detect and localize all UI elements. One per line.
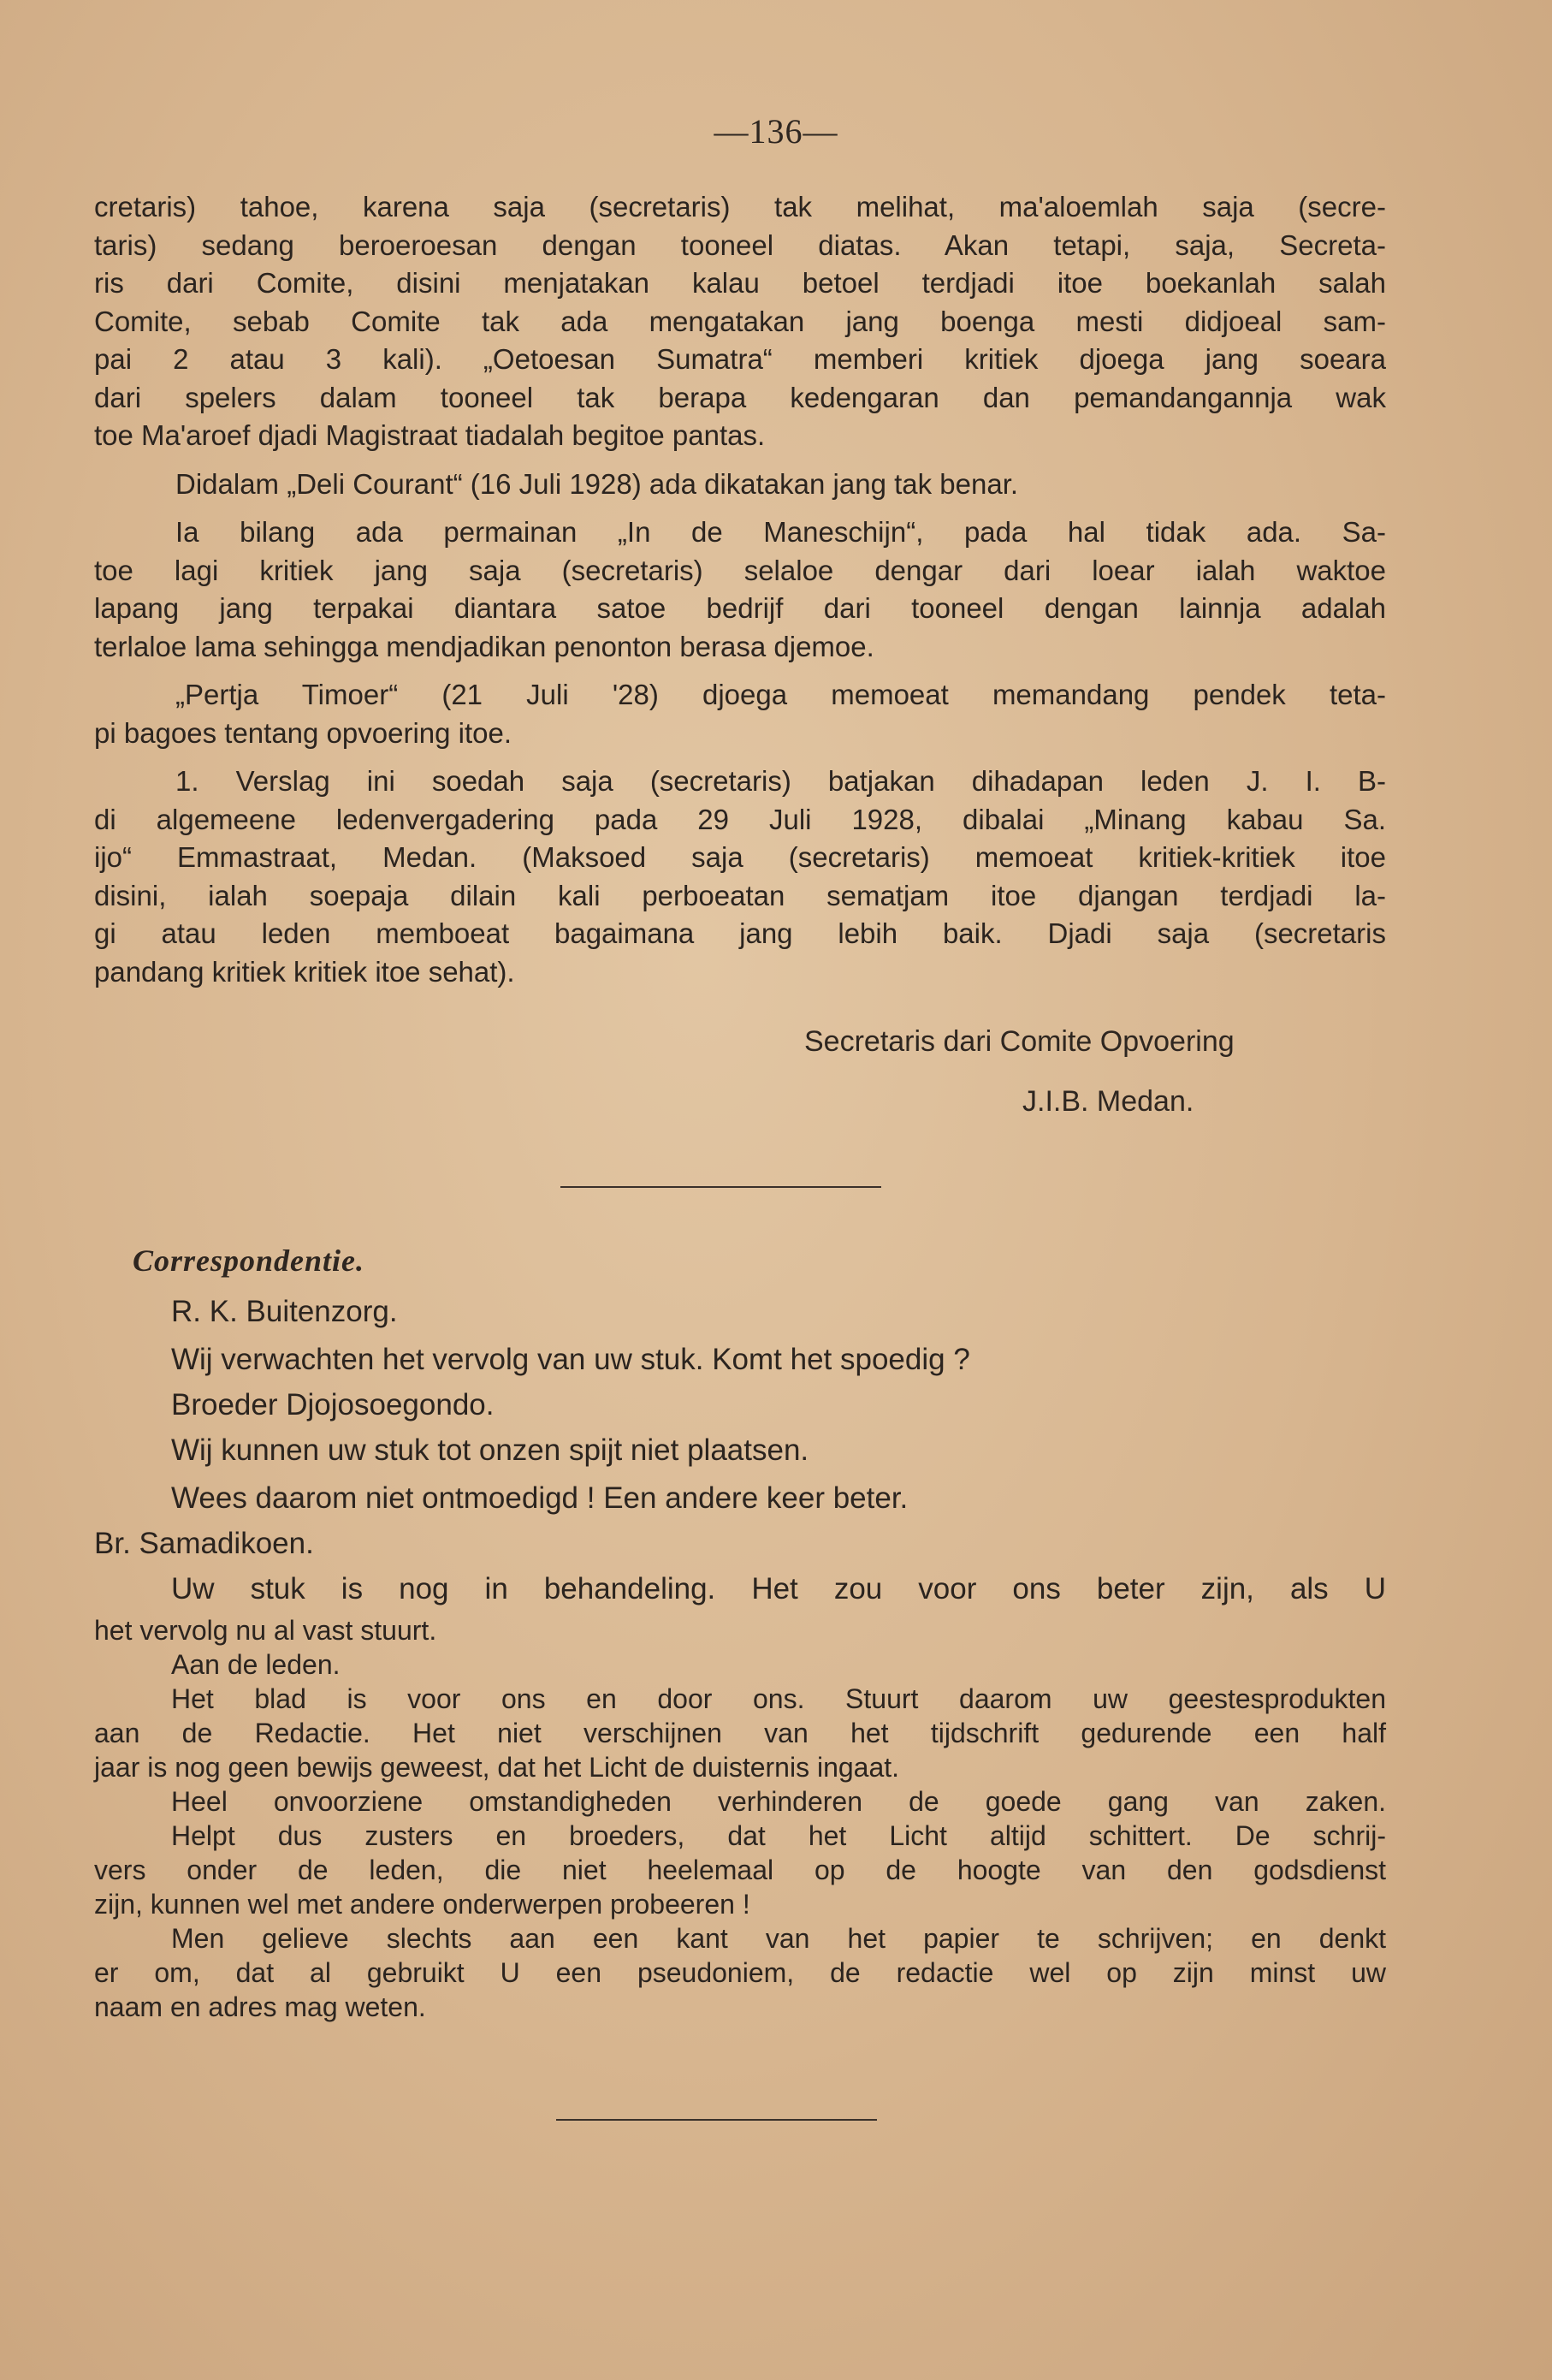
verslag-line: disini, ialah soepaja dilain kali perboeatan sematjam itoe djangan terdjadi la- bbox=[94, 879, 1386, 911]
ia-line: terlaloe lama sehingga mendjadikan penonton berasa djemoe. bbox=[94, 630, 874, 662]
members-line: er om, dat al gebruikt U een pseudoniem, de redactie wel op zijn minst uw bbox=[94, 1957, 1386, 1988]
members-line: Het blad is voor ons en door ons. Stuurt daarom uw geestesprodukten bbox=[171, 1683, 1386, 1714]
signature-title: Secretaris dari Comite Opvoering bbox=[804, 1025, 1235, 1058]
deli-courant-line: Didalam „Deli Courant“ (16 Juli 1928) ada dikatakan jang tak benar. bbox=[175, 467, 1019, 500]
members-line: aan de Redactie. Het niet verschijnen van het tijdschrift gedurende een half bbox=[94, 1718, 1386, 1748]
report-line: toe Ma'aroef djadi Magistraat tiadalah begitoe pantas. bbox=[94, 419, 766, 451]
verslag-line: ijo“ Emmastraat, Medan. (Maksoed saja (secretaris) memoeat kritiek-kritiek itoe bbox=[94, 841, 1386, 873]
correspondent-name: Aan de leden. bbox=[171, 1649, 341, 1680]
report-section bbox=[94, 188, 1386, 991]
reply-line: Wij kunnen uw stuk tot onzen spijt niet plaatsen. bbox=[171, 1433, 809, 1467]
ia-line: lapang jang terpakai diantara satoe bedrijf dari tooneel dengan lainnja adalah bbox=[94, 592, 1386, 624]
verslag-line: di algemeene ledenvergadering pada 29 Juli 1928, dibalai „Minang kabau Sa. bbox=[94, 803, 1386, 835]
verslag-line: gi atau leden memboeat bagaimana jang lebih baik. Djadi saja (secretaris bbox=[94, 917, 1386, 949]
report-line: ris dari Comite, disini menjatakan kalau betoel terdjadi itoe boekanlah salah bbox=[94, 267, 1386, 299]
end-divider bbox=[556, 2119, 877, 2121]
correspondent-name: R. K. Buitenzorg. bbox=[171, 1295, 398, 1328]
section-divider bbox=[560, 1186, 881, 1188]
report-line: taris) sedang beroeroesan dengan tooneel diatas. Akan tetapi, saja, Secreta- bbox=[94, 229, 1386, 261]
ia-line: toe lagi kritiek jang saja (secretaris) selaloe dengar dari loear ialah waktoe bbox=[94, 554, 1386, 586]
members-line: vers onder de leden, die niet heelemaal op de hoogte van den godsdienst bbox=[94, 1855, 1386, 1885]
signature-place: J.I.B. Medan. bbox=[1022, 1085, 1194, 1118]
reply-line: Uw stuk is nog in behandeling. Het zou voor ons beter zijn, als U bbox=[171, 1572, 1386, 1605]
reply-line: Wij verwachten het vervolg van uw stuk. Komt het spoedig ? bbox=[171, 1343, 970, 1376]
reply-line: het vervolg nu al vast stuurt. bbox=[94, 1615, 437, 1646]
pertja-line: „Pertja Timoer“ (21 Juli '28) djoega memoeat memandang pendek teta- bbox=[175, 679, 1386, 710]
members-line: zijn, kunnen wel met andere onderwerpen probeeren ! bbox=[94, 1889, 750, 1920]
members-line: Heel onvoorziene omstandigheden verhinderen de goede gang van zaken. bbox=[171, 1786, 1386, 1817]
verslag-line: 1. Verslag ini soedah saja (secretaris) batjakan dihadapan leden J. I. B- bbox=[175, 765, 1386, 797]
page-number: —136— bbox=[714, 112, 838, 151]
verslag-line: pandang kritiek kritiek itoe sehat). bbox=[94, 955, 515, 988]
members-line: jaar is nog geen bewijs geweest, dat het Licht de duisternis ingaat. bbox=[94, 1752, 900, 1783]
report-line: dari spelers dalam tooneel tak berapa kedengaran dan pemandangannja wak bbox=[94, 381, 1386, 413]
reply-line: Wees daarom niet ontmoedigd ! Een andere keer beter. bbox=[171, 1481, 909, 1515]
members-line: Men gelieve slechts aan een kant van het papier te schrijven; en denkt bbox=[171, 1923, 1386, 1954]
members-line: naam en adres mag weten. bbox=[94, 1991, 426, 2022]
report-line: cretaris) tahoe, karena saja (secretaris) tak melihat, ma'aloemlah saja (secre- bbox=[94, 191, 1386, 223]
correspondence-heading: Correspondentie. bbox=[133, 1243, 365, 1278]
correspondence-section bbox=[94, 1288, 1386, 2024]
ia-line: Ia bilang ada permainan „In de Maneschijn“, pada hal tidak ada. Sa- bbox=[175, 516, 1386, 548]
correspondent-name: Br. Samadikoen. bbox=[94, 1527, 314, 1560]
correspondent-name: Broeder Djojosoegondo. bbox=[171, 1388, 495, 1421]
report-line: pai 2 atau 3 kali). „Oetoesan Sumatra“ memberi kritiek djoega jang soeara bbox=[94, 343, 1386, 375]
report-line: Comite, sebab Comite tak ada mengatakan jang boenga mesti didjoeal sam- bbox=[94, 305, 1386, 337]
pertja-line: pi bagoes tentang opvoering itoe. bbox=[94, 716, 512, 749]
members-line: Helpt dus zusters en broeders, dat het Licht altijd schittert. De schrij- bbox=[171, 1820, 1386, 1851]
